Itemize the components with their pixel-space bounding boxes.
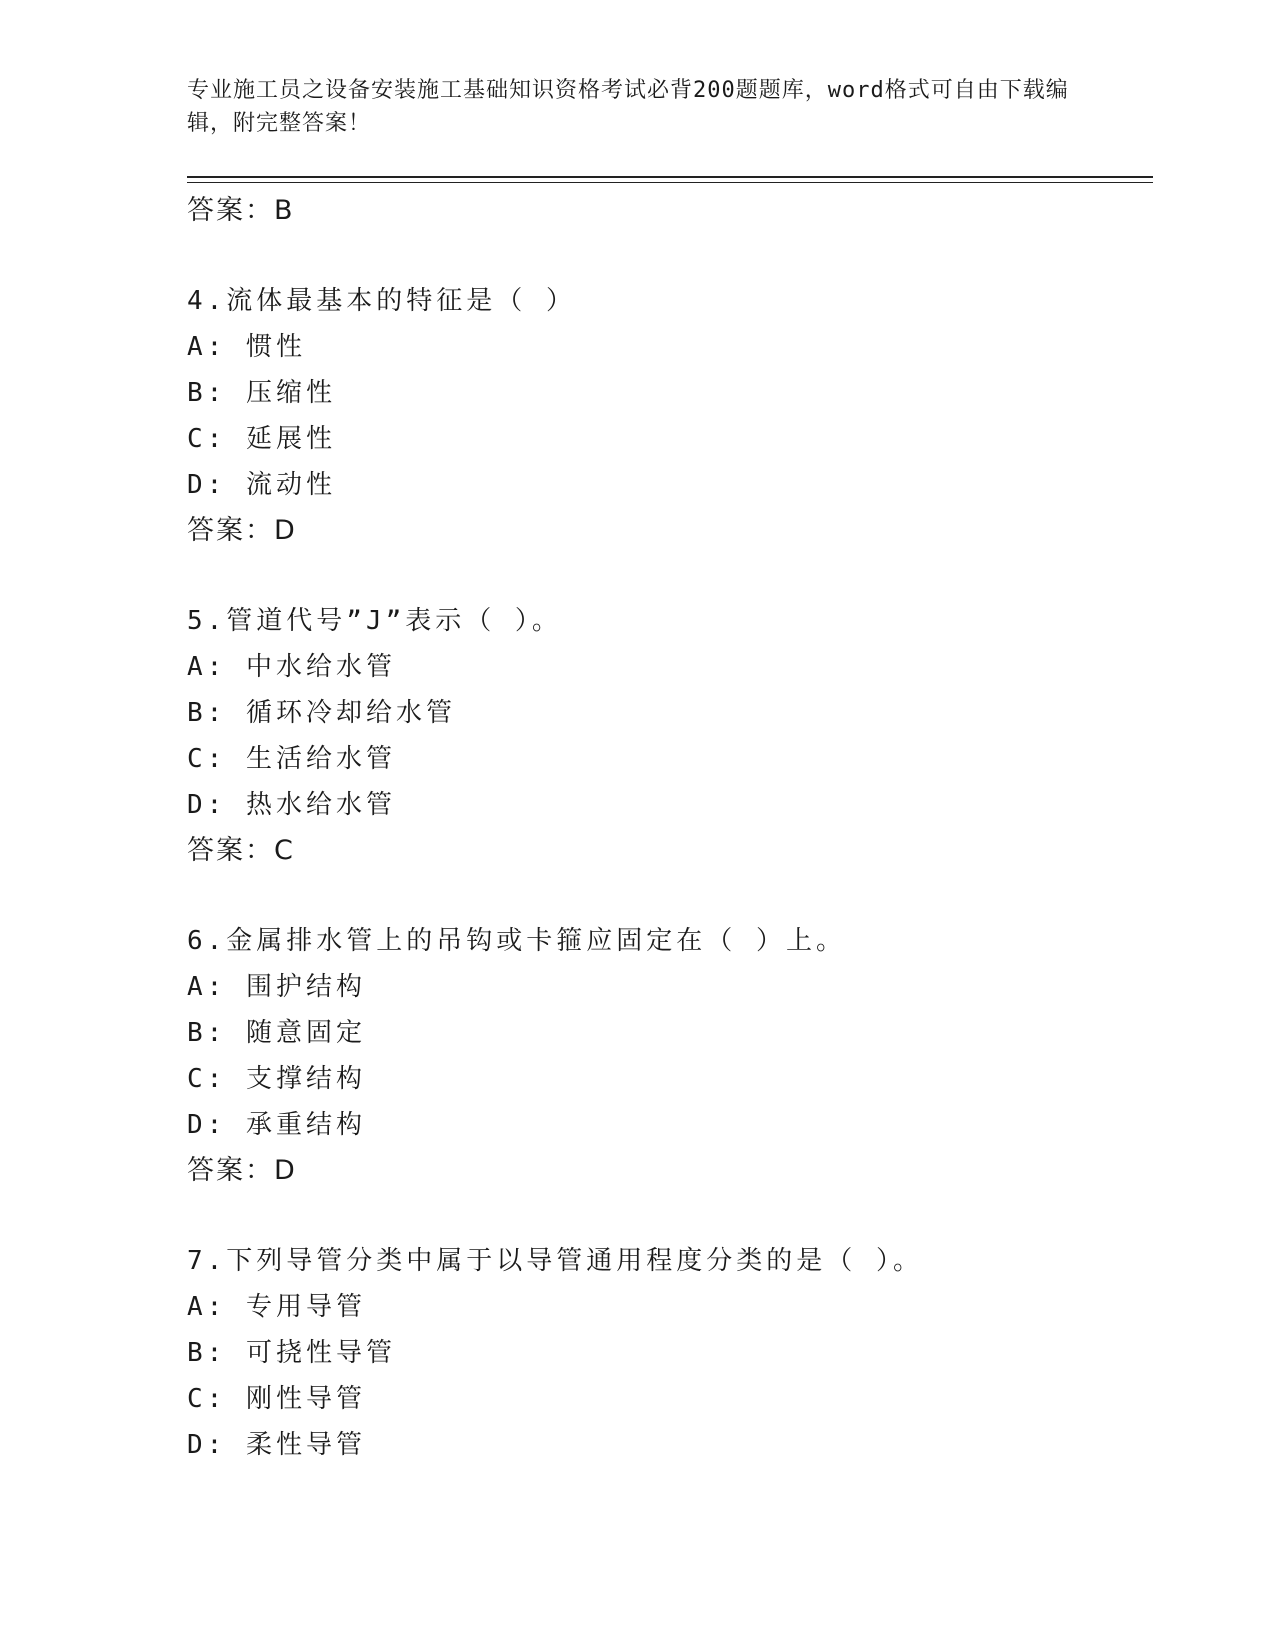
answer-label: 答案：: [187, 515, 274, 546]
question-text: 5.管道代号”J”表示（ ）。: [187, 606, 562, 636]
answer-value: D: [274, 515, 297, 546]
option-a: A: 专用导管: [187, 1292, 366, 1322]
answer-label: 答案：: [187, 1155, 274, 1186]
option-c: C: 刚性导管: [187, 1384, 366, 1414]
option-a: A: 惯性: [187, 332, 306, 362]
option-a: A: 中水给水管: [187, 652, 396, 682]
answer-label: 答案：: [187, 835, 274, 866]
answer-line: [187, 1148, 1147, 1194]
answer-line: [187, 828, 1147, 874]
option-c: C: 支撑结构: [187, 1064, 366, 1094]
option-d: D: 柔性导管: [187, 1430, 366, 1460]
answer-label: 答案：: [187, 195, 274, 226]
option-b: B: 循环冷却给水管: [187, 698, 456, 728]
question-text: 6.金属排水管上的吊钩或卡箍应固定在（ ）上。: [187, 926, 846, 956]
option-b: B: 可挠性导管: [187, 1338, 396, 1368]
option-b: B: 压缩性: [187, 378, 336, 408]
header-rule-thick: [187, 176, 1153, 178]
option-b: B: 随意固定: [187, 1018, 366, 1048]
question-text: 7.下列导管分类中属于以导管通用程度分类的是（ ）。: [187, 1246, 923, 1276]
option-d: D: 承重结构: [187, 1110, 366, 1140]
question-text: 4.流体最基本的特征是（ ）: [187, 286, 576, 316]
answer-line: [187, 188, 1147, 234]
answer-value: B: [274, 195, 295, 226]
option-c: C: 延展性: [187, 424, 336, 454]
header-rule-thin: [187, 182, 1153, 183]
question-list: [187, 188, 1147, 1468]
answer-line: [187, 508, 1147, 554]
document-header: 专业施工员之设备安装施工基础知识资格考试必背200题题库，word格式可自由下载编辑，附完整答案！: [187, 78, 1069, 136]
answer-value: C: [274, 835, 295, 866]
answer-value: D: [274, 1155, 297, 1186]
option-d: D: 热水给水管: [187, 790, 396, 820]
option-a: A: 围护结构: [187, 972, 366, 1002]
option-d: D: 流动性: [187, 470, 336, 500]
option-c: C: 生活给水管: [187, 744, 396, 774]
